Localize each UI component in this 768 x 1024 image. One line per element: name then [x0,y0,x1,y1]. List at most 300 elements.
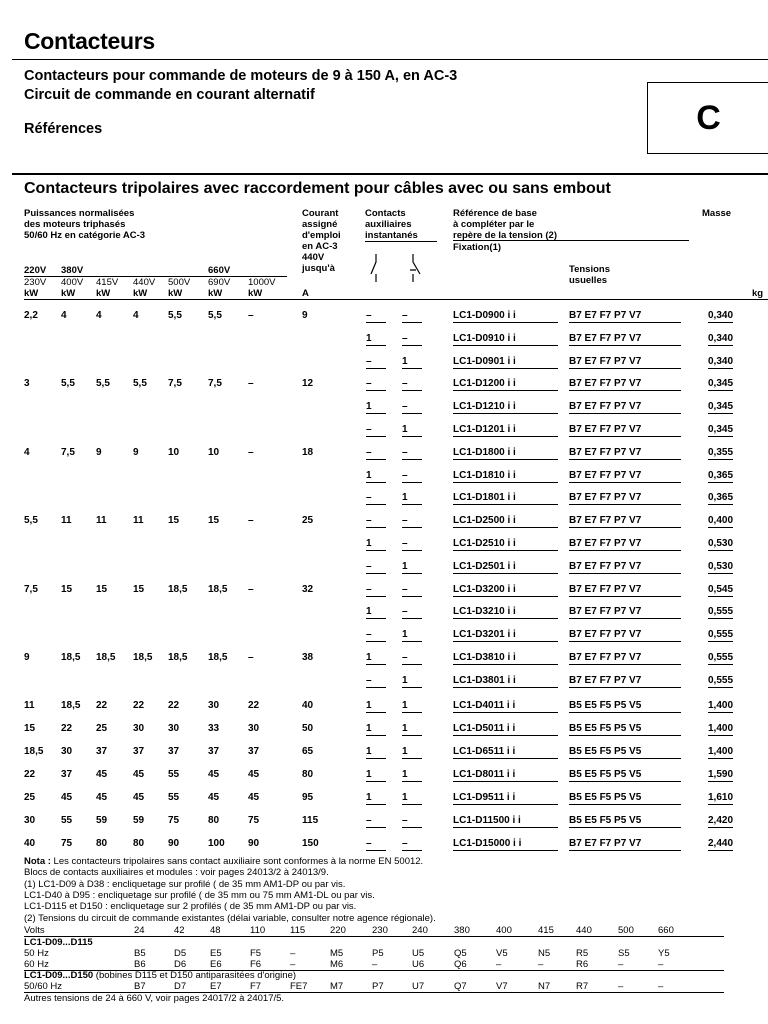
mass-cell: 0,400 [708,515,734,527]
contact-no-cell: – [366,447,386,460]
contact-no-cell: 1 [366,470,386,483]
tensions-cell: B7 E7 F7 P7 V7 [569,629,681,642]
current-cell: 18 [302,446,314,458]
power-cell: 55 [61,815,73,826]
hz60-row-cell: Q6 [454,959,467,970]
voltage-top-5: 660V [208,265,231,276]
mass-cell: 0,365 [708,492,734,504]
hz60-row-cell: – [658,959,664,970]
hz5060-row-cell: D7 [174,981,187,992]
power-cell: 18,5 [168,652,188,663]
power-cell: 45 [208,769,220,780]
mass-cell: 1,610 [708,792,734,803]
power-cell: – [248,652,254,663]
mass-cell: 0,345 [708,378,734,390]
power-cell: 45 [208,792,220,803]
tensions-cell: B7 E7 F7 P7 V7 [569,401,681,414]
table-row [0,789,768,811]
power-cell: 55 [168,769,180,780]
reference-rule [453,240,689,241]
mass-cell: 0,340 [708,310,734,321]
table-row [0,558,768,580]
volts-row-cell: 110 [250,925,266,936]
contact-nc-cell: 1 [402,700,422,713]
power-cell: 37 [61,769,73,780]
contact-no-cell: – [366,424,386,437]
power-cell: 100 [208,838,225,849]
tensions-cell: B5 E5 F5 P5 V5 [569,723,681,736]
volts-rule [24,936,724,937]
power-cell: 4 [61,310,67,321]
contact-no-cell: 1 [366,700,386,713]
contact-nc-cell: – [402,378,422,391]
current-cell: 50 [302,723,314,734]
power-cell: 22 [96,700,108,711]
volts-row-cell: 42 [174,925,185,936]
tensions-cell: B7 E7 F7 P7 V7 [569,515,681,528]
reference-cell: LC1-D1201 i i [453,424,558,437]
chapter-badge: C [647,82,768,154]
contact-no-cell: – [366,561,386,574]
power-cell: 75 [61,838,73,849]
power-cell: 5,5 [96,378,110,390]
contact-nc-cell: – [402,401,422,414]
power-cell: 4 [133,310,139,321]
volts-row-cell: 48 [210,925,221,936]
mass-cell: 1,590 [708,769,734,780]
mass-cell: 0,530 [708,560,734,572]
table-row [0,512,768,534]
contact-nc-cell: – [402,470,422,483]
hz5060-row-cell: R7 [576,981,589,992]
mass-cell: 0,345 [708,401,734,413]
power-cell: 22 [133,700,145,711]
mass-cell: 1,400 [708,700,734,711]
tensions-cell: B7 E7 F7 P7 V7 [569,584,681,597]
group2-label: LC1-D09...D150 [24,970,94,981]
volts-row-cell: 440 [576,925,592,936]
tensions-cell: B7 E7 F7 P7 V7 [569,424,681,437]
power-cell: 9 [96,446,102,458]
hz5060-row-cell: FE7 [290,981,308,992]
unit-5: kW [208,288,223,299]
header-courant: Courant assigné d'emploi en AC-3 440V jusqu'à [302,208,341,274]
current-cell: 32 [302,583,314,595]
table-row [0,307,768,329]
tensions-cell: B7 E7 F7 P7 V7 [569,838,681,851]
power-cell: 30 [248,723,260,734]
power-cell: 80 [133,838,145,849]
hz50-row-label: 50 Hz [24,948,49,959]
mass-cell: 2,440 [708,838,734,849]
hz5060-row-label: 50/60 Hz [24,981,63,992]
hz60-row-cell: – [538,959,544,970]
reference-cell: LC1-D1810 i i [453,470,558,483]
current-cell: 38 [302,652,314,663]
reference-cell: LC1-D4011 i i [453,700,558,713]
volts-row-cell: 500 [618,925,634,936]
contact-nc-cell: – [402,815,422,828]
hz60-row [24,959,724,970]
power-cell: – [248,583,254,595]
hz50-row [24,948,724,959]
table-row [0,812,768,834]
contact-no-cell: – [366,515,386,528]
volts-row-cell: 660 [658,925,674,936]
power-cell: 9 [133,446,139,458]
power-cell: 4 [96,310,102,321]
nota-text: Les contacteurs tripolaires sans contact auxiliaire sont conformes à la norme EN 50012. [50,856,424,867]
power-cell: 18,5 [61,652,81,663]
table-row [0,697,768,719]
power-cell: 30 [133,723,145,734]
power-cell: 18,5 [208,652,228,663]
volt-rule [24,276,287,277]
hz60-row-cell: E6 [210,959,222,970]
power-cell: 15 [133,583,145,595]
contact-no-cell: 1 [366,769,386,782]
mass-cell: 0,340 [708,355,734,367]
mass-cell: 0,545 [708,583,734,595]
volts-row-label: Volts [24,925,45,936]
unit-4: kW [168,288,183,299]
power-cell: 59 [96,815,108,826]
power-cell: 37 [96,746,108,757]
power-cell: 45 [61,792,73,803]
volts-row-cell: 220 [330,925,346,936]
table-row [0,766,768,788]
current-cell: 115 [302,815,319,826]
hz50-row-cell: M5 [330,948,344,959]
power-cell: 7,5 [208,378,222,390]
reference-cell: LC1-D8011 i i [453,769,558,782]
contact-nc-cell: 1 [402,629,422,642]
hz5060-row-cell: E7 [210,981,222,992]
power-cell: 45 [96,769,108,780]
unit-1: kW [61,288,76,299]
subtitle-circuit: Circuit de commande en courant alternatif [24,87,315,103]
hz60-row-cell: U6 [412,959,425,970]
power-cell: 10 [208,446,220,458]
volts-row-cell: 415 [538,925,554,936]
tensions-cell: B7 E7 F7 P7 V7 [569,378,681,391]
power-cell: 5,5 [61,378,75,390]
mass-cell: 0,555 [708,674,734,686]
power-cell: 10 [168,446,180,458]
power-cell: 45 [133,769,145,780]
contact-no-cell: 1 [366,723,386,736]
power-cell: 30 [168,723,180,734]
tension-note: (2) Tensions du circuit de commande existantes (délai variable, consulter notre agence régionale). [24,913,436,924]
power-cell: 9 [24,652,30,663]
unit-2: kW [96,288,111,299]
header-tensions: Tensions usuelles [569,264,610,286]
power-cell: 15 [96,583,108,595]
contact-no-cell: 1 [366,746,386,759]
hz60-row-cell: D6 [174,959,187,970]
table-row [0,444,768,466]
hz5060-row-cell: – [618,981,624,992]
current-cell: 25 [302,515,314,527]
power-cell: 11 [24,700,35,711]
voltage-bottom-6: 1000V [248,277,276,288]
power-cell: 30 [208,700,220,711]
contact-no-cell: – [366,584,386,597]
contact-no-cell: 1 [366,652,386,665]
power-cell: 5,5 [208,310,222,321]
table-row [0,353,768,375]
contact-symbols-icon [368,254,438,284]
hz60-row-cell: – [618,959,624,970]
mass-cell: 0,555 [708,652,734,663]
hz50-row-cell: F5 [250,948,262,959]
contact-no-cell: – [366,815,386,828]
power-cell: 22 [24,769,36,780]
header-contacts: Contacts auxiliaires instantanés [365,208,418,241]
power-cell: 40 [24,838,36,849]
contact-nc-cell: – [402,606,422,619]
table-row [0,672,768,694]
power-cell: – [248,515,254,527]
hz50-row-cell: Y5 [658,948,670,959]
tensions-cell: B7 E7 F7 P7 V7 [569,492,681,505]
mass-cell: 2,420 [708,815,734,826]
hz5060-row-cell: – [658,981,664,992]
volts-row-cell: 400 [496,925,512,936]
hz50-row-cell: N5 [538,948,551,959]
power-cell: 18,5 [168,583,188,595]
power-cell: 22 [168,700,180,711]
tensions-cell: B7 E7 F7 P7 V7 [569,333,681,346]
tensions-cell: B5 E5 F5 P5 V5 [569,769,681,782]
power-cell: 55 [168,792,180,803]
group1-label: LC1-D09...D115 [24,937,93,948]
power-cell: 90 [168,838,180,849]
current-cell: 150 [302,838,319,849]
table-row [0,330,768,352]
volts-row-cell: 230 [372,925,388,936]
hz50-row-cell: Q5 [454,948,467,959]
power-cell: 59 [133,815,145,826]
voltage-bottom-0: 230V [24,277,47,288]
power-cell: 18,5 [133,652,153,663]
bottom-note: Autres tensions de 24 à 660 V, voir pages 24017/2 à 24017/5. [24,993,285,1004]
power-cell: 18,5 [61,700,81,711]
voltage-top-1: 380V [61,265,84,276]
contact-no-cell: 1 [366,538,386,551]
power-cell: 45 [248,769,260,780]
blocs-line: Blocs de contacts auxiliaires et modules : voir pages 24013/2 à 24013/9. [24,867,329,878]
mass-cell: 0,355 [708,446,734,458]
power-cell: 33 [208,723,220,734]
header-reference: Référence de base à compléter par le repère de la tension (2) [453,208,558,241]
hz60-row-cell: – [290,959,296,970]
contact-nc-cell: 1 [402,769,422,782]
power-cell: 22 [61,723,73,734]
power-cell: 90 [248,838,260,849]
hz50-row-cell: U5 [412,948,425,959]
power-cell: 45 [96,792,108,803]
units-rule [24,299,768,300]
hz50-row-cell: E5 [210,948,222,959]
reference-cell: LC1-D3200 i i [453,584,558,597]
tensions-cell: B5 E5 F5 P5 V5 [569,815,681,828]
mass-cell: 0,340 [708,332,734,344]
group2-line [24,970,296,981]
mass-cell: 1,400 [708,723,734,734]
reference-cell: LC1-D3810 i i [453,652,558,665]
table-row [0,581,768,603]
table-row [0,489,768,511]
hz50-row-cell: R5 [576,948,589,959]
tensions-cell: B7 E7 F7 P7 V7 [569,561,681,574]
current-cell: 95 [302,792,314,803]
hz60-row-cell: R6 [576,959,589,970]
contact-no-cell: 1 [366,333,386,346]
volts-row [24,925,724,936]
power-cell: 11 [61,515,72,527]
tensions-cell: B7 E7 F7 P7 V7 [569,310,681,323]
power-cell: 30 [61,746,73,757]
table-row [0,649,768,671]
power-cell: 4 [24,446,30,458]
references-label: Références [24,121,103,137]
tensions-cell: B5 E5 F5 P5 V5 [569,792,681,805]
section-title: Contacteurs tripolaires avec raccordement pour câbles avec ou sans embout [24,180,611,197]
reference-cell: LC1-D2500 i i [453,515,558,528]
power-cell: 7,5 [61,446,75,458]
contact-no-cell: – [366,492,386,505]
contact-nc-cell: 1 [402,792,422,805]
group2-note: (bobines D115 et D150 antiparasitées d'origine) [93,970,297,981]
reference-cell: LC1-D3801 i i [453,675,558,688]
hz5060-row-cell: F7 [250,981,262,992]
reference-cell: LC1-D1800 i i [453,447,558,460]
contact-nc-cell: – [402,584,422,597]
hz5060-row-cell: U7 [412,981,425,992]
voltage-bottom-4: 500V [168,277,191,288]
power-cell: 25 [96,723,108,734]
contact-no-cell: 1 [366,792,386,805]
unit-6: kW [248,288,263,299]
power-cell: 2,2 [24,310,38,321]
reference-cell: LC1-D11500 i i [453,815,558,828]
table-row [0,603,768,625]
power-cell: 11 [96,515,107,527]
power-cell: 15 [208,515,220,527]
hz5060-row-cell: V7 [496,981,508,992]
reference-cell: LC1-D0910 i i [453,333,558,346]
power-cell: – [248,446,254,458]
hz60-row-cell: B6 [134,959,146,970]
hz50-row-cell: – [290,948,296,959]
power-cell: 15 [61,583,73,595]
table-row [0,375,768,397]
page-title: Contacteurs [24,28,155,54]
contact-nc-cell: – [402,838,422,851]
power-cell: 37 [208,746,220,757]
reference-cell: LC1-D1200 i i [453,378,558,391]
power-cell: – [248,378,254,390]
hz50-row-cell: S5 [618,948,630,959]
power-cell: – [248,310,254,321]
power-cell: 30 [24,815,36,826]
tensions-cell: B7 E7 F7 P7 V7 [569,606,681,619]
fixation-note-3: LC1-D115 et D150 : encliquetage sur 2 profilés ( de 35 mm AM1-DP ou par vis. [24,901,357,912]
contact-no-cell: – [366,356,386,369]
header-masse: Masse [702,208,732,219]
tensions-cell: B5 E5 F5 P5 V5 [569,700,681,713]
mass-cell: 0,365 [708,469,734,481]
reference-cell: LC1-D0900 i i [453,310,558,323]
voltage-bottom-2: 415V [96,277,119,288]
current-cell: 12 [302,378,314,390]
power-cell: 75 [248,815,260,826]
reference-cell: LC1-D15000 i i [453,838,558,851]
contact-nc-cell: 1 [402,561,422,574]
fixation-note-2: LC1-D40 à D95 : encliquetage sur profilé ( de 35 mm ou 75 mm AM1-DL ou par vis. [24,890,375,901]
power-cell: 45 [133,792,145,803]
hz60-row-label: 60 Hz [24,959,49,970]
mass-cell: 0,530 [708,538,734,549]
contact-nc-cell: 1 [402,492,422,505]
voltage-bottom-3: 440V [133,277,156,288]
hz50-row-cell: P5 [372,948,384,959]
contact-nc-cell: – [402,515,422,528]
tensions-cell: B5 E5 F5 P5 V5 [569,746,681,759]
reference-cell: LC1-D0901 i i [453,356,558,369]
table-row [0,626,768,648]
reference-cell: LC1-D2510 i i [453,538,558,551]
mass-cell: 0,555 [708,629,734,641]
contact-no-cell: 1 [366,401,386,414]
header-puissances: Puissances normalisées des moteurs triphasés 50/60 Hz en catégorie AC-3 [24,208,146,241]
table-row [0,720,768,742]
nota-label: Nota : [24,856,51,867]
reference-cell: LC1-D9511 i i [453,792,558,805]
mass-cell: 1,400 [708,746,734,757]
current-cell: 9 [302,310,308,321]
hz5060-row-cell: B7 [134,981,146,992]
current-cell: 80 [302,769,314,780]
volts-row-cell: 115 [290,925,306,936]
power-cell: 5,5 [24,515,38,527]
mass-cell: 0,345 [708,424,734,435]
table-row [0,398,768,420]
contact-nc-cell: 1 [402,356,422,369]
contact-nc-cell: – [402,447,422,460]
hz5060-row [24,981,724,992]
power-cell: 15 [24,723,36,734]
reference-cell: LC1-D2501 i i [453,561,558,574]
hz60-row-cell: M6 [330,959,344,970]
current-cell: 40 [302,700,314,711]
contact-no-cell: 1 [366,606,386,619]
contact-nc-cell: 1 [402,746,422,759]
power-cell: 80 [208,815,220,826]
volts-row-cell: 380 [454,925,470,936]
fixation-note-1: (1) LC1-D09 à D38 : encliquetage sur profilé ( de 35 mm AM1-DP ou par vis. [24,879,346,890]
hz60-row-cell: F6 [250,959,262,970]
power-cell: 7,5 [168,378,182,390]
power-cell: 3 [24,378,30,390]
unit-3: kW [133,288,148,299]
voltage-bottom-5: 690V [208,277,231,288]
contact-nc-cell: 1 [402,675,422,688]
voltage-top-0: 220V [24,265,47,276]
table-row [0,535,768,557]
volts-row-cell: 240 [412,925,428,936]
